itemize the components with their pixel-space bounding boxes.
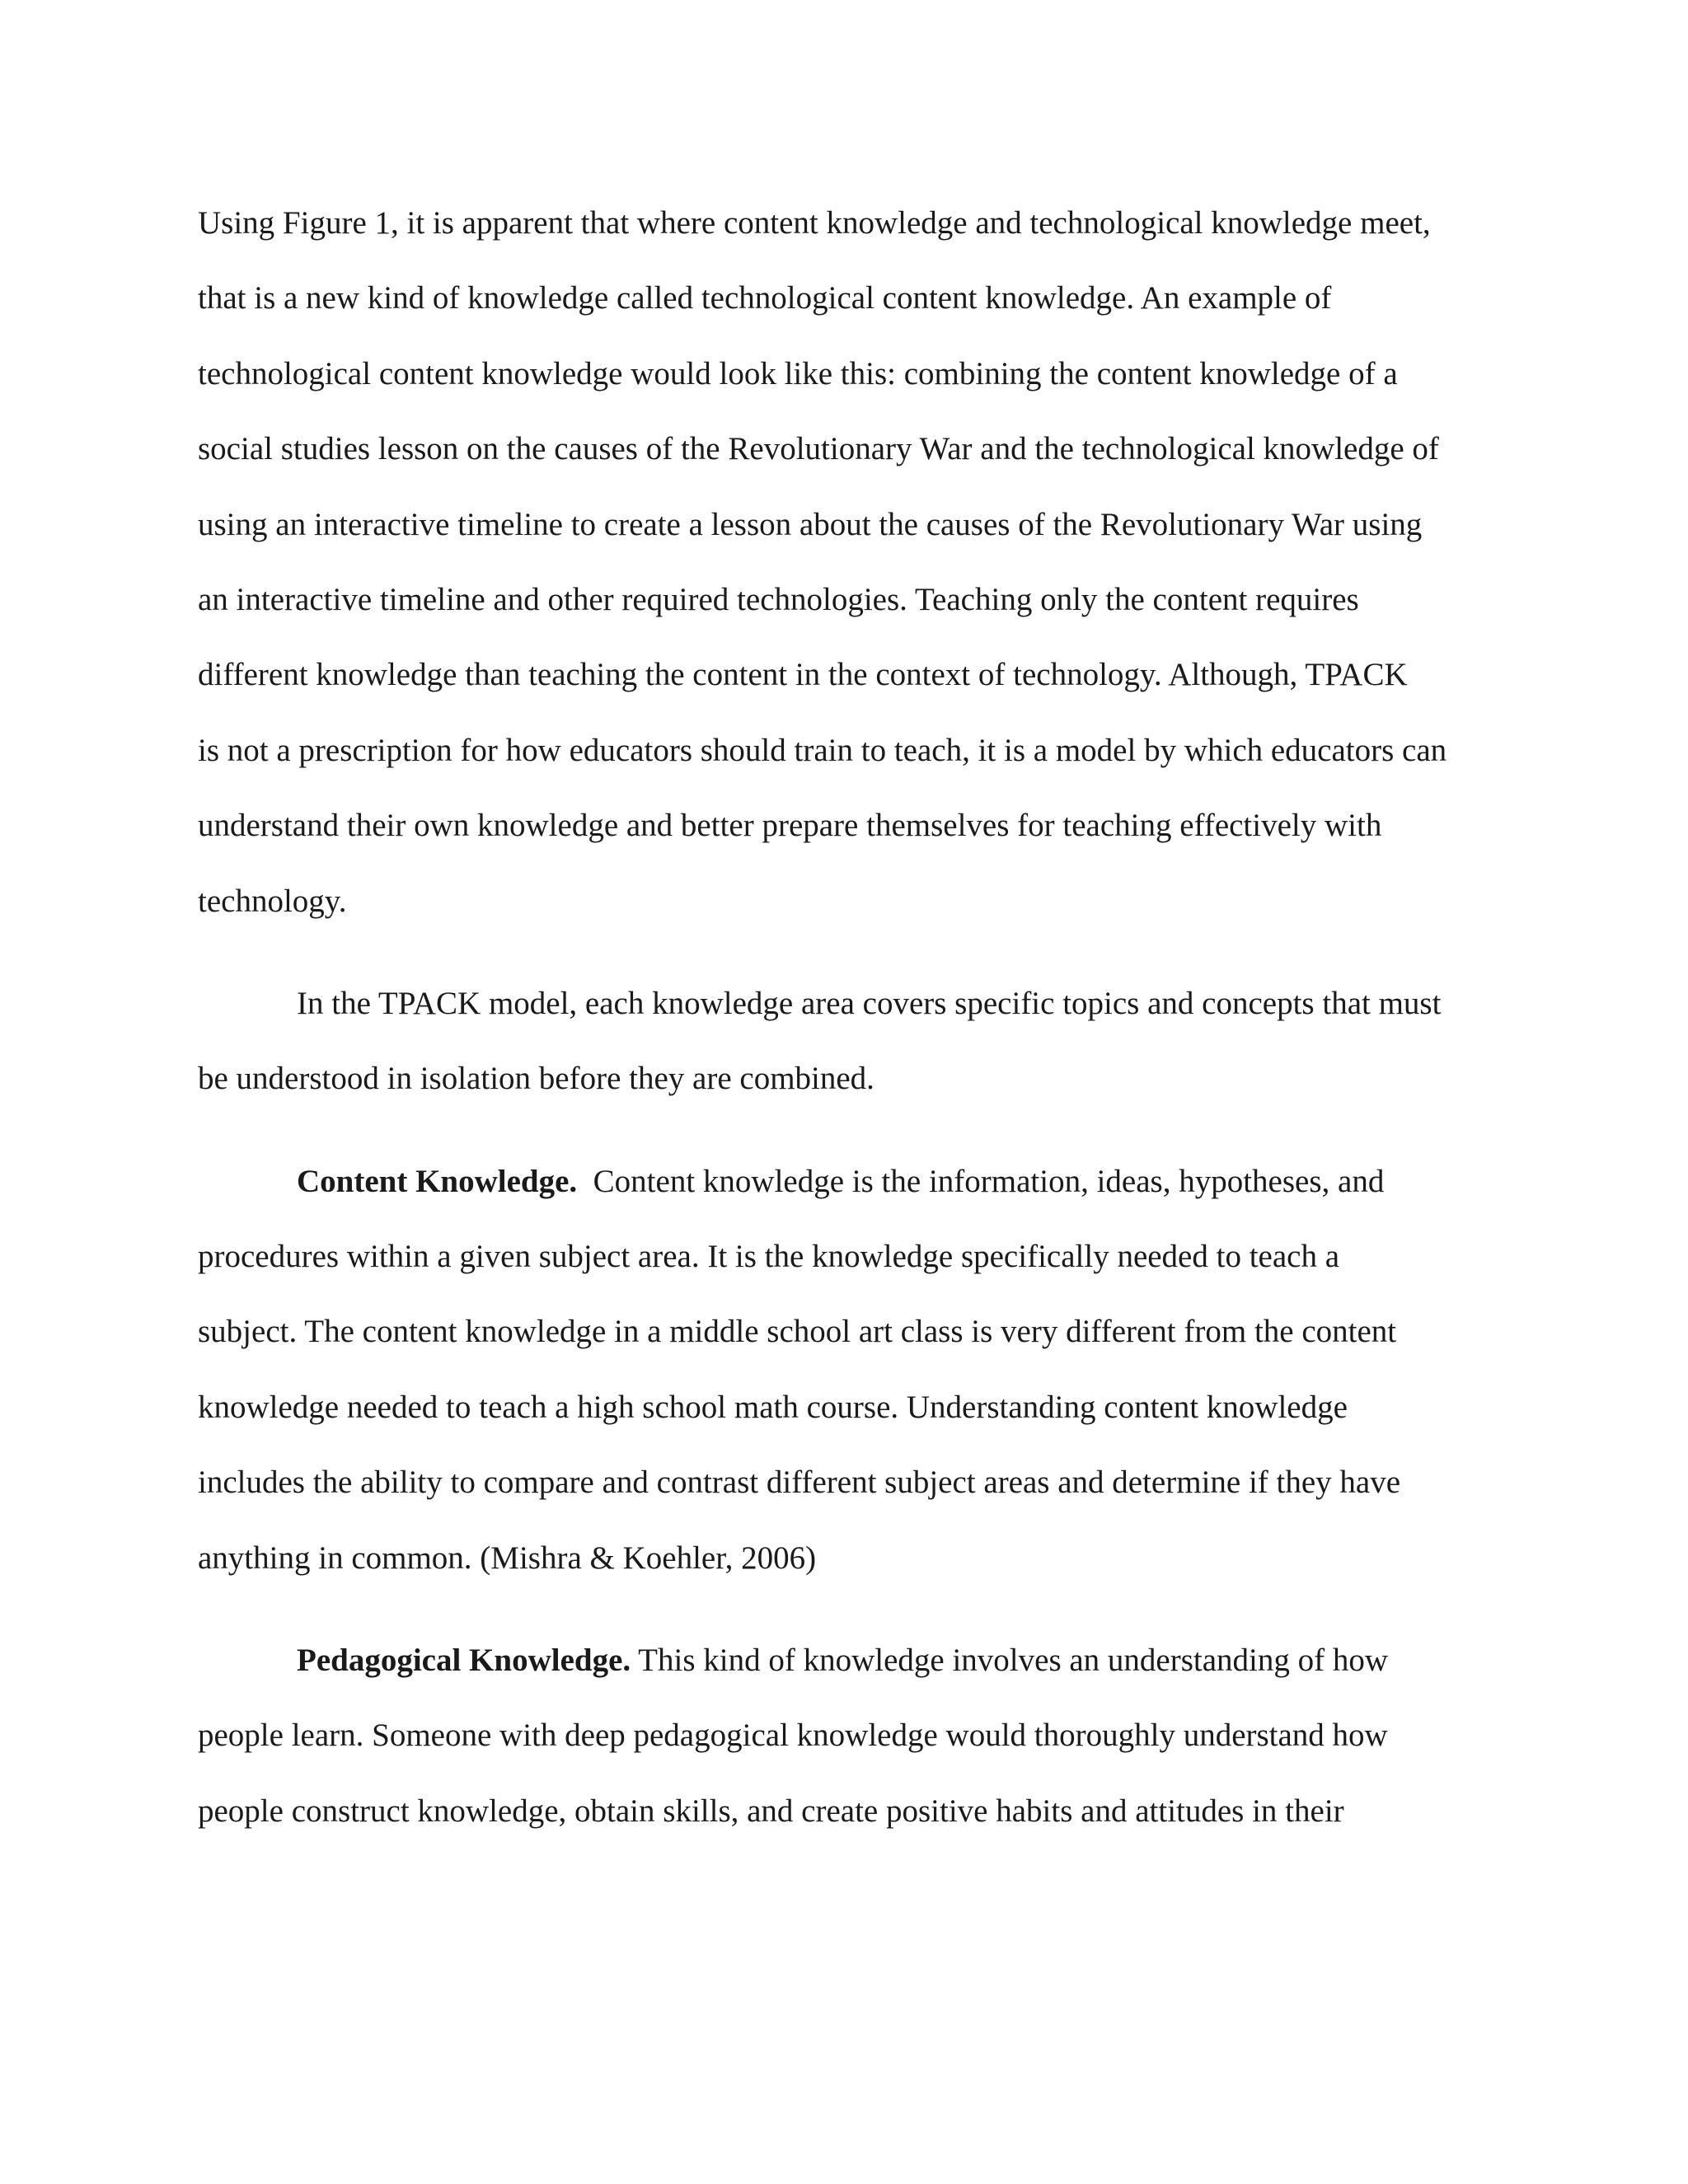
body-line: different knowledge than teaching the content in the context of technology. Although, TPACK bbox=[198, 657, 1408, 693]
body-line: technology. bbox=[198, 883, 347, 919]
body-line: people learn. Someone with deep pedagogical knowledge would thoroughly understand how bbox=[198, 1718, 1388, 1754]
paragraph-spacer bbox=[198, 1117, 1517, 1144]
body-line bbox=[198, 1144, 1517, 1219]
section-heading-pedagogical-knowledge: Pedagogical Knowledge. bbox=[297, 1643, 631, 1679]
paragraph-spacer bbox=[198, 939, 1517, 966]
body-text: Content knowledge is the information, ideas, hypotheses, and bbox=[577, 1163, 1385, 1199]
body-line: social studies lesson on the causes of the Revolutionary War and the technological knowledge of bbox=[198, 431, 1439, 467]
body-line: an interactive timeline and other required technologies. Teaching only the content requires bbox=[198, 581, 1359, 617]
body-line: technological content knowledge would look like this: combining the content knowledge of a bbox=[198, 355, 1398, 391]
paragraph-content-knowledge bbox=[198, 1144, 1517, 1596]
body-line: includes the ability to compare and contrast different subject areas and determine if they have bbox=[198, 1465, 1401, 1501]
body-line: Using Figure 1, it is apparent that where content knowledge and technological knowledge meet, bbox=[198, 205, 1431, 241]
section-heading-content-knowledge: Content Knowledge. bbox=[297, 1163, 578, 1199]
document-page bbox=[198, 185, 1517, 1849]
paragraph-pedagogical-knowledge bbox=[198, 1623, 1517, 1849]
paragraph-tpack-model bbox=[198, 966, 1517, 1117]
body-line: subject. The content knowledge in a middle school art class is very different from the content bbox=[198, 1314, 1397, 1350]
body-text: This kind of knowledge involves an understanding of how bbox=[631, 1643, 1389, 1679]
body-line: be understood in isolation before they are combined. bbox=[198, 1061, 874, 1097]
body-line: using an interactive timeline to create a lesson about the causes of the Revolutionary War using bbox=[198, 506, 1423, 542]
body-line: anything in common. (Mishra & Koehler, 2006) bbox=[198, 1540, 817, 1576]
body-line bbox=[198, 1623, 1517, 1698]
body-line: people construct knowledge, obtain skills, and create positive habits and attitudes in their bbox=[198, 1793, 1344, 1829]
body-line: that is a new kind of knowledge called technological content knowledge. An example of bbox=[198, 280, 1332, 316]
body-line: is not a prescription for how educators should train to teach, it is a model by which educators can bbox=[198, 732, 1447, 768]
paragraph-spacer bbox=[198, 1596, 1517, 1623]
body-line: understand their own knowledge and better prepare themselves for teaching effectively with bbox=[198, 808, 1382, 844]
body-line: knowledge needed to teach a high school math course. Understanding content knowledge bbox=[198, 1389, 1348, 1425]
body-line: In the TPACK model, each knowledge area covers specific topics and concepts that must bbox=[297, 985, 1442, 1021]
paragraph-tck-intro bbox=[198, 185, 1517, 939]
body-line: procedures within a given subject area. It is the knowledge specifically needed to teach a bbox=[198, 1239, 1340, 1275]
